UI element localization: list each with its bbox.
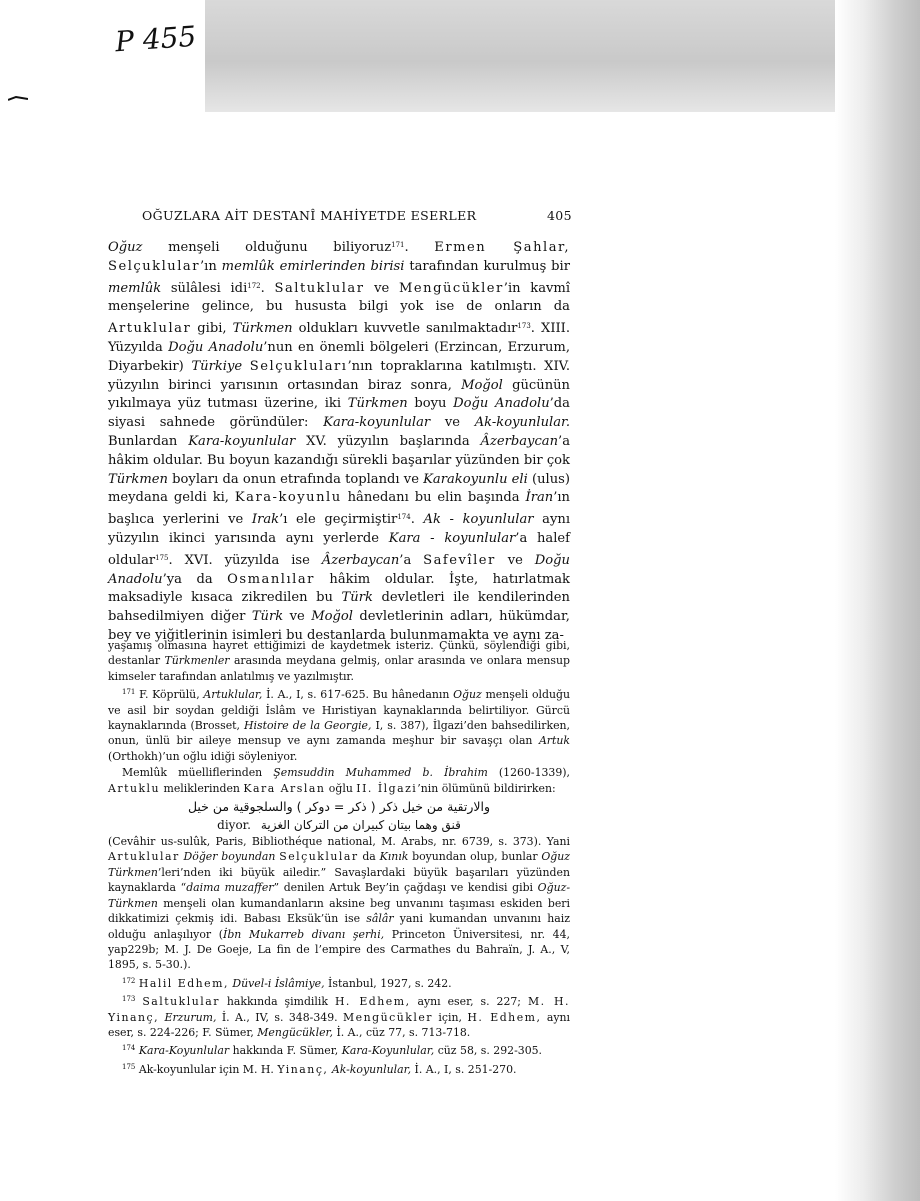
text-segment: tarafından kurulmuş bir: [404, 258, 570, 274]
text-segment: ’ya da: [162, 571, 228, 587]
text-segment: Türk: [341, 590, 373, 606]
text-segment: Osmanlılar: [227, 571, 315, 587]
text-segment: Kara-koyunlu: [234, 490, 342, 506]
text-segment: Türkmen: [232, 321, 293, 337]
arabic-quote-line-1: والارتقية من خيل ذكر ( ذكر = دوكر ) والسلجوقية من خيل: [187, 799, 491, 815]
text-segment: ’da siyasi sahnede göründüler:: [108, 396, 570, 431]
text-segment: Selçukluları: [249, 358, 348, 374]
footnote-ref: 174: [397, 513, 411, 522]
footnote-ref: 172: [247, 281, 261, 290]
text-segment: ’a hâkim oldular. Bu boyun kazandığı sürekli başarılar yüzünden bir çok: [108, 433, 570, 468]
footnote-175: [108, 1060, 570, 1077]
text-segment: H. Edhem,: [467, 1010, 542, 1024]
text-segment: ’ı ele geçirmiştir: [279, 512, 398, 528]
text-segment: Âzerbaycan: [321, 552, 400, 568]
footnote-ref: 173: [517, 322, 531, 331]
text-segment: Kara-koyunlular: [323, 415, 431, 431]
text-segment: hâkim oldular. İşte, hatırlatmak maksadiyle kısaca zikredilen bu: [108, 571, 570, 606]
text-segment: aynı eser, s. 224-226; F. Sümer,: [108, 1010, 571, 1039]
text-segment: devletlerinin adları, hükümdar, bey ve yiğitlerinin isimleri bu destanlarda bulunmamakta ve aynı za-: [108, 609, 570, 643]
text-segment: İran: [525, 490, 554, 506]
text-segment: Türkmen: [347, 396, 408, 412]
arabic-quote-text: قنق وهما بيتان كبيران من التركان الغزية: [260, 818, 461, 833]
text-segment: Ermen Şahlar, Selçuklular: [108, 240, 570, 274]
scan-shadow-top: [205, 0, 920, 112]
text-segment: Artuklular: [108, 321, 192, 337]
text-segment: menşeli olan kumandanların aksine beg unvanını taşıması eskiden beri dikkatimizi çekmiş idi. Babası Eksük’ün ise: [108, 896, 570, 926]
text-segment: Moğol: [311, 609, 353, 625]
text-segment: XV. yüzyılın başlarında: [295, 433, 481, 449]
page-number: 405: [546, 208, 572, 223]
text-segment: Kara-Koyunlular: [138, 1044, 230, 1058]
text-segment: Yinanç,: [277, 1062, 329, 1076]
text-segment: da: [358, 850, 380, 864]
text-segment: cüz 58, s. 292-305.: [434, 1044, 543, 1058]
text-segment: menşeli olduğu ve asil bir soydan geldiği İslâm ve Hıristiyan kaynaklarında belirtiliyor. Gürcü kaynaklarında (Brosset,: [108, 688, 570, 733]
text-segment: Artuklu: [108, 781, 161, 795]
text-segment: ve: [495, 552, 535, 568]
text-segment: boyları da onun etrafında toplandı ve: [167, 471, 424, 487]
text-segment: Kara-Koyunlular,: [341, 1044, 435, 1058]
text-segment: İ. A., I, s. 617-625. Bu hânedanın: [262, 688, 454, 702]
text-segment: İ. A., cüz 77, s. 713-718.: [333, 1025, 471, 1039]
text-segment: Doğu Anadolu: [453, 396, 550, 412]
text-segment: Artuk: [538, 734, 570, 748]
text-segment: Saltuklular: [274, 280, 365, 296]
handwritten-note-text: P 455: [114, 19, 198, 58]
text-segment: [242, 359, 250, 374]
text-segment: memlûk emirlerinden birisi: [221, 258, 405, 274]
text-segment: Âzerbaycan: [480, 433, 559, 449]
text-segment: menşeli olduğunu biliyoruz: [142, 240, 392, 255]
footnote-cevahir: [108, 834, 570, 973]
text-segment: Doğu Anadolu: [168, 339, 264, 355]
text-segment: boyundan olup, bunlar: [408, 850, 542, 864]
footnote-ref: 173: [122, 995, 136, 1004]
text-segment: Safevîler: [423, 552, 496, 568]
text-segment: Düvel-i İslâmiye,: [232, 976, 325, 990]
text-segment: Oğuz-Türkmen: [108, 881, 571, 910]
text-segment: Karakoyunlu eli: [423, 471, 528, 487]
footnote-ref: 174: [122, 1044, 136, 1053]
handwritten-note: [113, 18, 213, 58]
text-segment: İbn Mukarreb divanı şerhi,: [223, 927, 385, 941]
text-segment: Artuklular,: [203, 688, 263, 702]
text-segment: yaşamış olmasına hayret ettiğimizi de kaydetmek isteriz. Çünkü, söylendiği gibi, destanlar: [108, 639, 570, 668]
scan-shadow-right: [835, 0, 920, 1201]
text-segment: yani kumandan unvanını haiz olduğu anlaşılıyor (: [108, 912, 570, 941]
footnote-172: [108, 974, 570, 991]
text-segment: Kara - koyunlular: [388, 530, 516, 546]
text-segment: devletleri ile kendilerinden bahsedilmiyen diğer: [108, 590, 570, 625]
text-segment: Ak-koyunlular,: [331, 1062, 412, 1076]
text-segment: M. H. Yinanç,: [108, 995, 570, 1024]
text-segment: Türk: [251, 609, 284, 625]
running-head-title: OĞUZLARA AİT DESTANÎ MAHİYETDE ESERLER: [142, 208, 477, 223]
text-segment: aynı eser, s. 227;: [410, 995, 528, 1009]
text-segment: (Orthokh)’un oğlu idiği söyleniyor.: [108, 749, 298, 763]
text-segment: .: [410, 512, 424, 528]
text-segment: Kara-koyunlular: [188, 433, 296, 449]
text-segment: Histoire de la Georgie,: [244, 719, 372, 733]
text-segment: Oğuz Türkmen: [108, 850, 570, 879]
footnote-ref: 175: [155, 553, 169, 562]
body-paragraph: [108, 236, 570, 646]
text-segment: (1260-1339),: [487, 766, 570, 780]
footnote-171: [108, 685, 570, 764]
text-segment: (Cevâhir us-sulûk, Paris, Bibliothéque national, M. Arabs, nr. 6739, s. 373). Yani: [108, 835, 570, 849]
text-segment: Irak: [251, 512, 280, 528]
text-segment: Türkmenler: [164, 654, 230, 668]
footnote-ref: 171: [391, 241, 405, 249]
main-text: [108, 236, 570, 646]
text-segment: F. Köprülü,: [135, 688, 204, 702]
text-segment: . XIII. Yüzyılda: [108, 321, 570, 355]
text-segment: Artuklular: [108, 850, 180, 864]
text-segment: . XVI. yüzyılda ise: [168, 552, 322, 568]
text-segment: Mengücükler,: [257, 1025, 333, 1039]
footnotes: [108, 638, 570, 1078]
text-segment: Bunlardan: [108, 433, 189, 449]
text-segment: ’ın başlıca yerlerini ve: [108, 490, 570, 528]
text-segment: İ. A., IV, s. 348-349.: [216, 1010, 344, 1024]
text-segment: Mengücükler: [343, 1010, 433, 1024]
text-segment: İ. A., I, s. 251-270.: [411, 1062, 517, 1076]
text-segment: oğlu: [325, 781, 357, 795]
text-segment: ” denilen Artuk Bey’in çağdaşı ve kendisi gibi: [273, 881, 538, 895]
text-segment: ’a: [399, 552, 424, 568]
text-segment: ’in kavmî menşelerine gelince, bu hususta bilgi yok ise de onların da: [108, 280, 571, 315]
text-segment: ve: [283, 609, 312, 625]
text-segment: ’nun en önemli bölgeleri (Erzincan, Erzurum, Diyarbekir): [108, 339, 570, 374]
text-segment: Doğu Anadolu: [108, 552, 570, 587]
footnote-ref: 172: [122, 976, 136, 985]
text-segment: Ak-koyunlular.: [474, 415, 570, 431]
text-segment: ’ın: [199, 258, 222, 274]
text-segment: H. Edhem,: [334, 995, 411, 1009]
text-segment: boyu: [407, 396, 454, 412]
footnote-173: [108, 992, 570, 1040]
footnote-ref: 171: [122, 688, 136, 697]
text-segment: Mengücükler: [398, 280, 504, 296]
text-segment: gücünün yıkılmaya yüz tutması üzerine, iki: [108, 377, 570, 412]
text-segment: Princeton Üniversitesi, nr. 44, yap229b; M. J. De Goeje, La fin de l’empire des Carmathes du Bahraïn, J. A., V, 1895, s. 5-30.).: [108, 927, 571, 972]
running-head: [142, 208, 572, 228]
text-segment: meliklerinden: [160, 781, 244, 795]
text-segment: ’leri’nden iki büyük ailedir.” Savaşlardaki büyük başarıları yüzünden kaynaklarda “: [108, 865, 570, 895]
text-segment: .: [404, 240, 435, 255]
text-segment: hânedanı bu elin başında: [341, 490, 526, 506]
text-segment: II. İlgazi: [356, 781, 418, 795]
text-segment: Ak - koyunlular: [423, 512, 534, 528]
arabic-quote-suffix: diyor.: [217, 818, 251, 833]
text-segment: hakkında şimdilik: [219, 995, 335, 1009]
text-segment: Halil Edhem,: [138, 976, 229, 990]
text-segment: İstanbul, 1927, s. 242.: [324, 976, 452, 990]
text-segment: gibi,: [191, 321, 233, 337]
text-segment: memlûk: [108, 280, 162, 296]
text-segment: Saltuklular: [142, 995, 220, 1009]
text-segment: oldukları kuvvetle sanılmaktadır: [292, 321, 518, 337]
text-segment: Türkiye: [191, 358, 243, 374]
text-segment: Kara Arslan: [243, 781, 326, 795]
text-segment: için,: [432, 1010, 468, 1024]
text-segment: Moğol: [461, 377, 503, 393]
text-segment: I, s. 387), İlgazi’den bahsedilirken, onun, ünlü bir aileye mensup ve aynı zamanda meşhur bir savaşçı olan: [108, 719, 570, 748]
text-segment: Oğuz: [108, 240, 143, 255]
footnote-ref: 175: [122, 1062, 136, 1071]
text-segment: Kınık: [379, 850, 409, 864]
text-segment: ’nin ölümünü bildirirken:: [417, 781, 556, 795]
text-segment: ’nın topraklarına katılmıştı. XIV. yüzyılın birinci yarısının ortasından biraz sonra,: [108, 358, 570, 393]
text-segment: Selçuklular: [279, 850, 359, 864]
text-segment: Memlûk müelliflerinden: [122, 766, 274, 780]
arabic-quote-line-2: [108, 817, 570, 834]
text-segment: Erzurum,: [164, 1010, 217, 1024]
text-segment: arasında meydana gelmiş, onlar arasında ve onlara mensup kimseler tarafından anlatılmış ve yazılmıştır.: [108, 654, 570, 683]
text-segment: Döğer boyundan: [183, 850, 276, 864]
text-segment: sülâlesi idi: [161, 280, 248, 296]
text-segment: .: [260, 280, 275, 296]
text-segment: hakkında F. Sümer,: [229, 1044, 342, 1058]
text-segment: ve: [430, 415, 475, 431]
text-segment: Şemsuddin Muhammed b. İbrahim: [273, 766, 488, 780]
text-segment: Oğuz: [453, 688, 482, 702]
footnote-memluk-intro: [108, 765, 570, 796]
text-segment: sâlâr: [366, 912, 394, 926]
text-segment: ’a halef oldular: [108, 530, 571, 568]
scan-mark-left: [8, 96, 28, 102]
text-segment: aynı yüzyılın ikinci yarısında aynı yerlerde: [108, 512, 571, 546]
footnote-continuation: [108, 638, 570, 684]
footnote-174: [108, 1041, 570, 1058]
text-segment: ve: [364, 280, 399, 296]
text-segment: (ulus) meydana geldi ki,: [108, 471, 570, 506]
text-segment: Türkmen: [108, 471, 168, 487]
text-segment: Ak-koyunlular için M. H.: [135, 1062, 278, 1076]
text-segment: daima muzaffer: [186, 881, 274, 895]
